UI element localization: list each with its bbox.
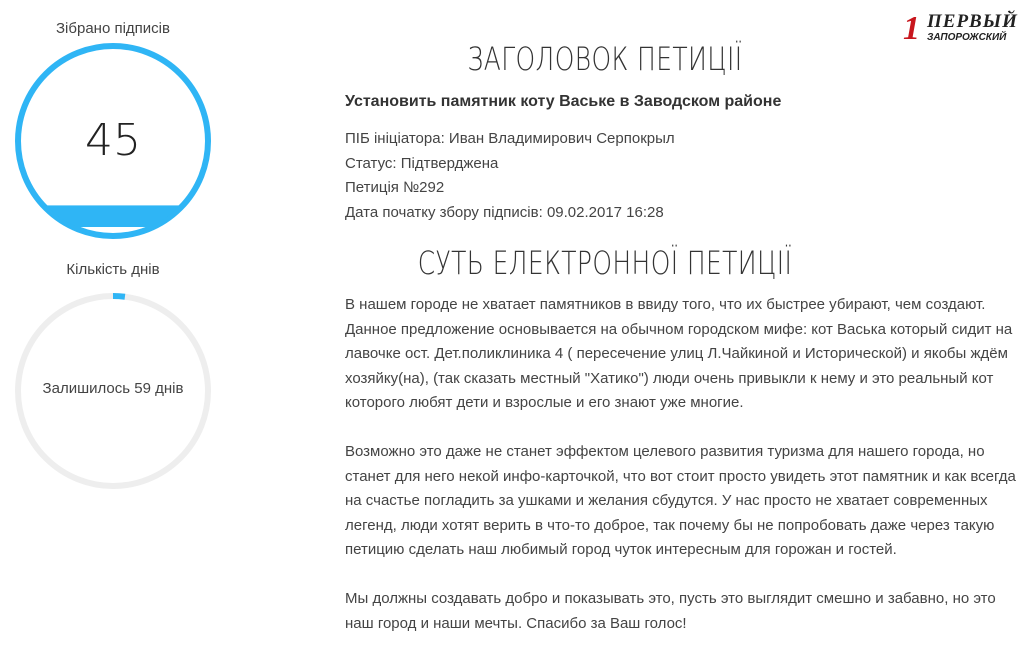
petition-heading: ЗАГОЛОВОК ПЕТИЦІЇ — [467, 40, 743, 78]
essence-body — [345, 293, 1025, 661]
logo-numeral: 1 — [903, 10, 920, 47]
days-gauge — [13, 289, 213, 489]
days-remaining: Залишилось 59 днів — [42, 380, 184, 397]
petition-meta — [345, 127, 675, 225]
essence-heading: СУТЬ ЕЛЕКТРОННОЇ ПЕТИЦІЇ — [417, 244, 793, 282]
days-label: Кількість днів — [66, 261, 160, 278]
stats-sidebar — [0, 0, 230, 640]
site-logo[interactable] — [903, 12, 1021, 46]
petition-title: Установить памятник коту Ваське в Заводском районе — [345, 93, 782, 110]
signatures-label: Зібрано підписів — [56, 20, 170, 37]
essence-paragraph: Возможно это даже не станет эффектом целевого развития туризма для нашего города, но станет для него некой инфо-карточкой, что вот стоит просто увидеть этот памятник и как всегда на счастье погладить за ушками и желания сбудутся. У нас просто не хватает современных легенд, люди хотят верить в что-то доброе, так почему бы не попробовать даже через такую петицию сделать наш любимый город чуток интересным для горожан и гостей. — [345, 443, 1016, 558]
petition-number: Петиція №292 — [345, 179, 445, 196]
signatures-gauge — [13, 41, 213, 241]
logo-line1: ПЕРВЫЙ — [927, 11, 1018, 32]
start-date-line: Дата початку збору підписів: 09.02.2017 16:28 — [345, 203, 664, 221]
logo-line2: ЗАПОРОЖСКИЙ — [927, 32, 1007, 43]
essence-paragraph: Мы должны создавать добро и показывать это, пусть это выглядит смешно и забавно, но это наш город и наши мечты. Спасибо за Ваш голос! — [345, 590, 996, 632]
initiator-line: ПІБ ініціатора: Иван Владимирович Серпокрыл — [345, 130, 675, 147]
essence-paragraph: В нашем городе не хватает памятников в ввиду того, что их быстрее убирают, чем создают. Данное предложение основывается на обычном городском мифе: кот Васька который сидит на лавочке ост. Дет.поликлиника 4 ( пересечение улиц Л.Чайкиной и Исторической) и якобы ждём хозяйку(на), (так сказать местный "Хатико") люди очень привыкли к нему и это реальный кот которого любят дети и взрослые и его знают уже многие. — [345, 296, 1013, 411]
signatures-count: 45 — [85, 115, 141, 166]
status-line: Статус: Підтверджена — [345, 154, 499, 172]
